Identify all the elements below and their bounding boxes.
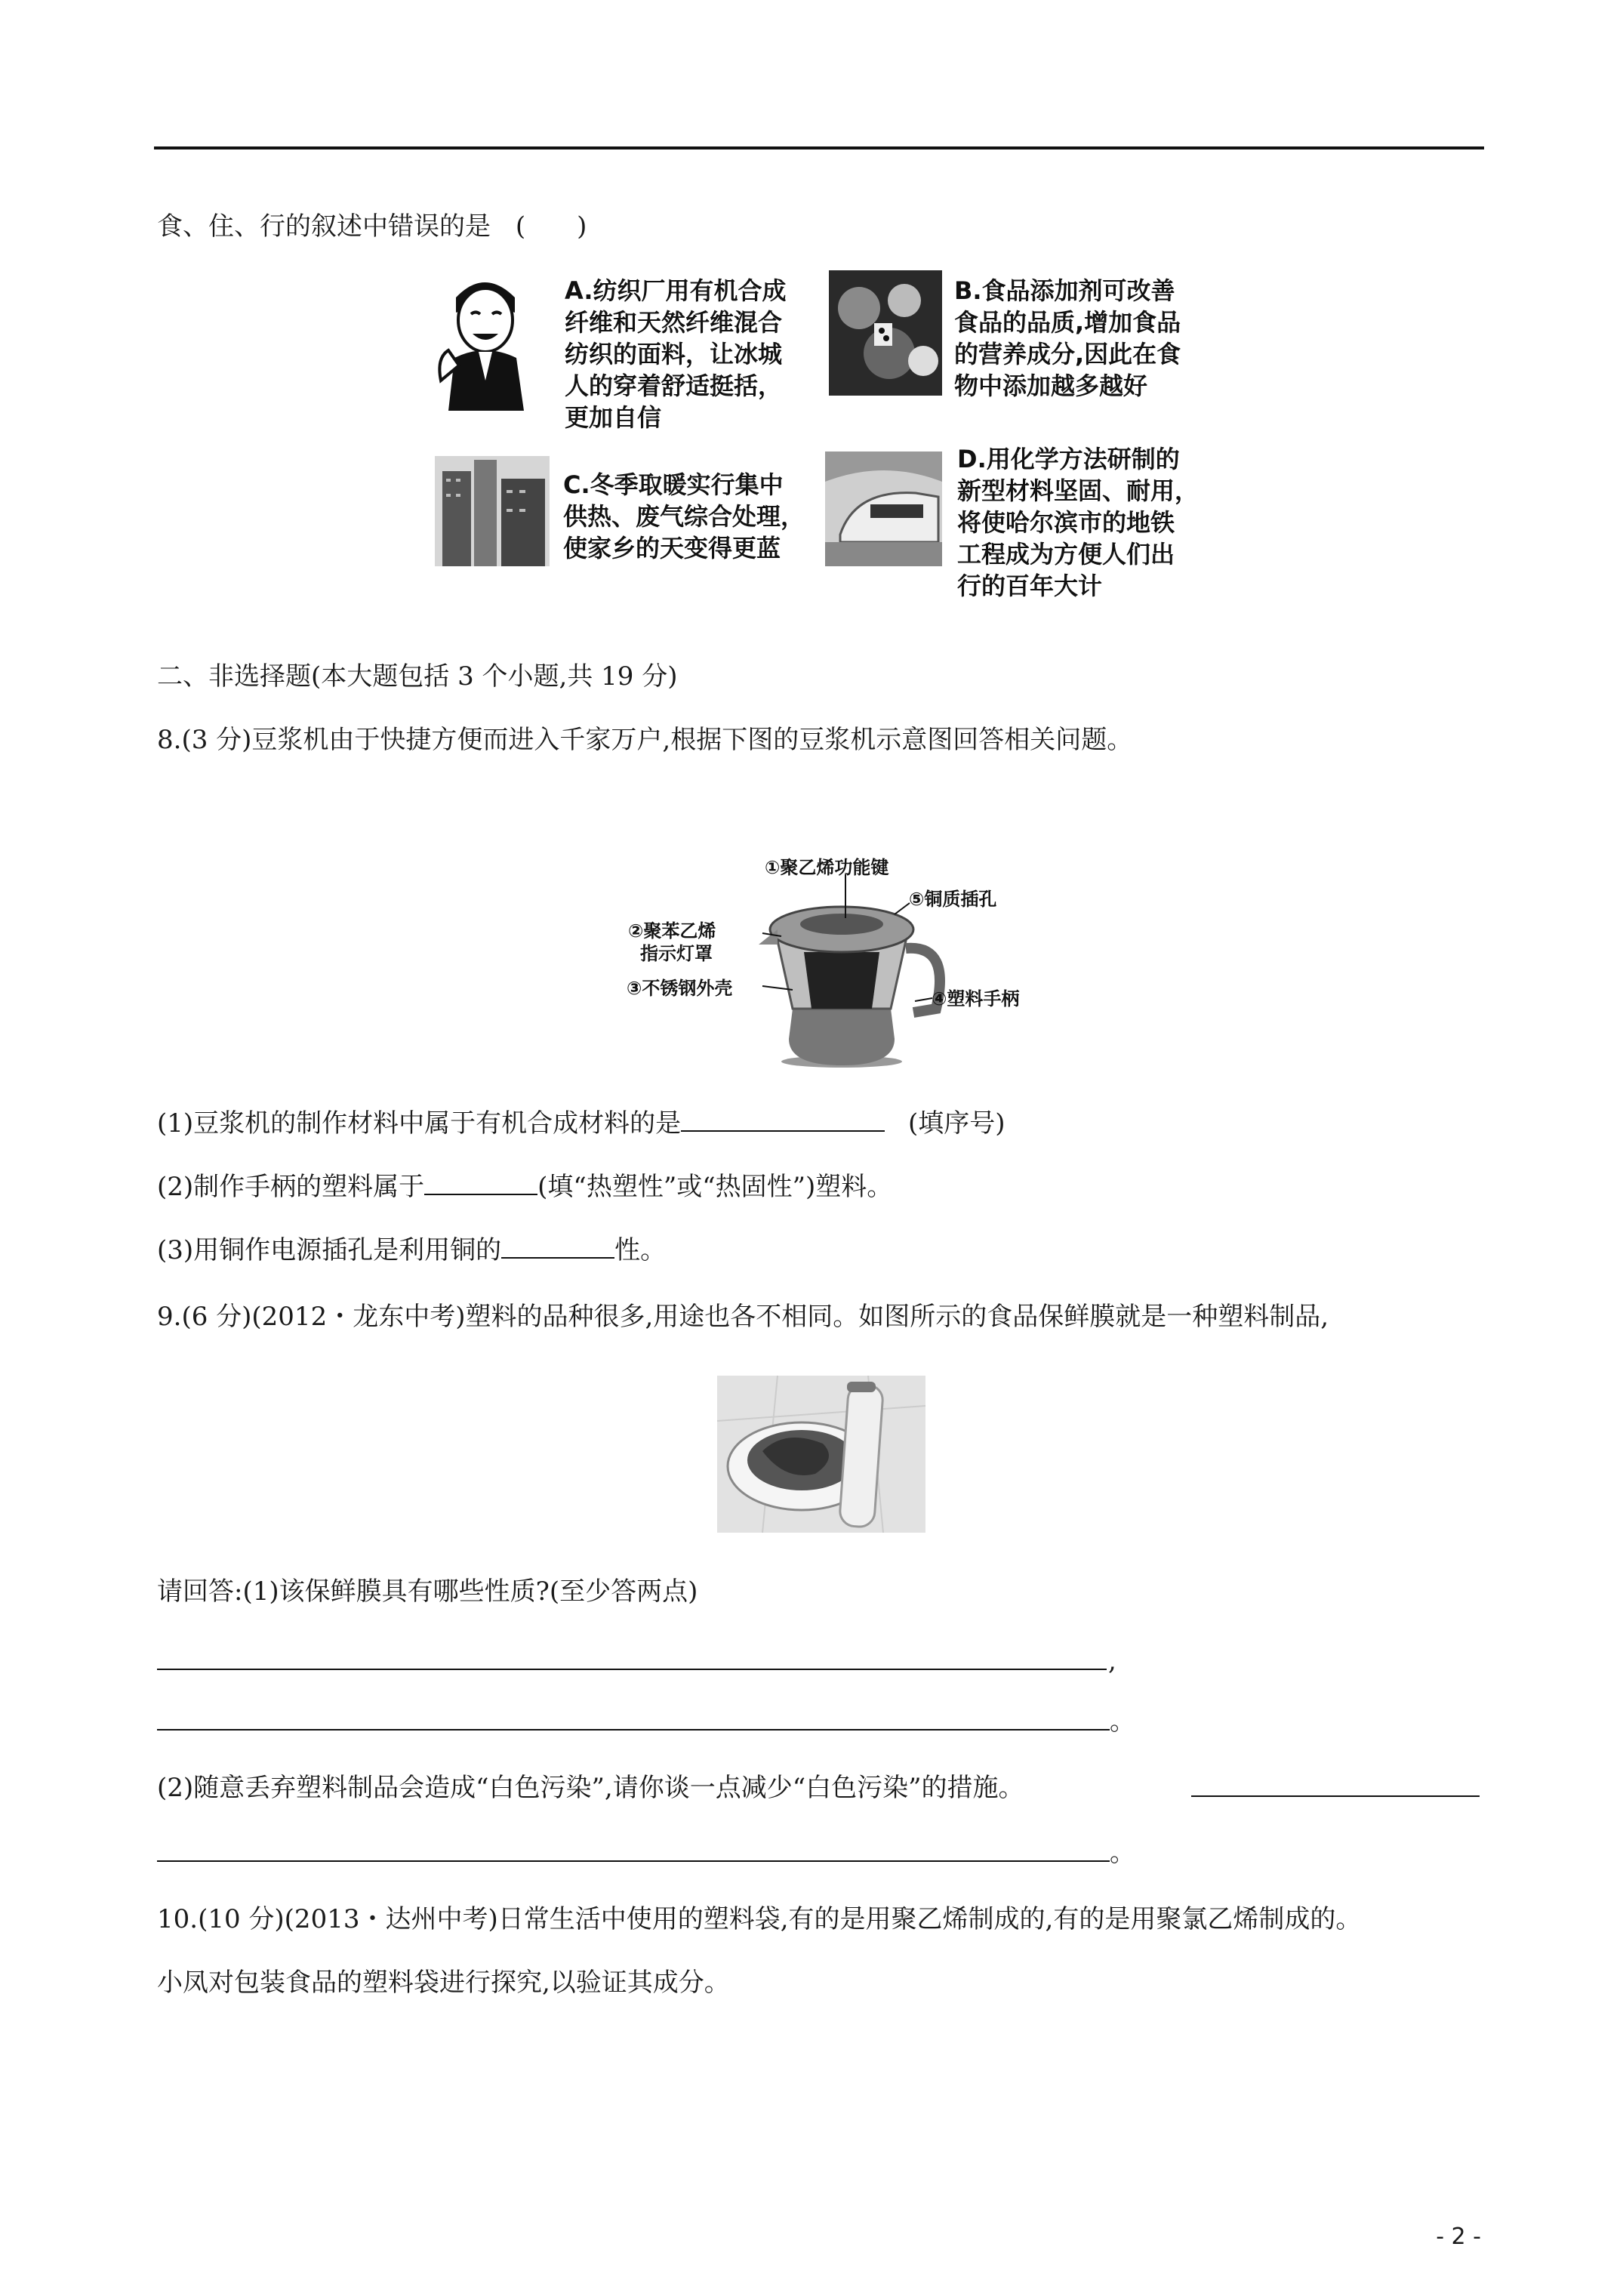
option-d-line: 将使哈尔滨市的地铁 (957, 508, 1175, 537)
q8-sub1-blank[interactable] (681, 1108, 885, 1132)
q9-sub2: (2)随意丢弃塑料制品会造成“白色污染”,请你谈一点减少“白色污染”的措施。 (157, 1773, 1024, 1803)
q9-answer-line-2[interactable] (157, 1729, 1110, 1730)
option-a-line: 更加自信 (565, 403, 662, 432)
option-a-line: 纺织的面料，让冰城 (565, 340, 783, 368)
option-d-line: 工程成为方便人们出 (957, 540, 1175, 569)
option-b-line: 食品的品质,增加食品 (954, 308, 1181, 337)
option-a-line: 人的穿着舒适挺括， (565, 371, 783, 400)
q8-sub3-end: 性。 (614, 1235, 667, 1265)
option-d-line: 行的百年大计 (957, 572, 1103, 600)
option-c-line: 供热、废气综合处理， (563, 502, 805, 531)
option-b-line: 的营养成分,因此在食 (954, 340, 1181, 368)
q8-sub2 (157, 1170, 892, 1203)
q8-sub1-hint: (填序号) (907, 1108, 1006, 1139)
q7-stem-text: 食、住、行的叙述中错误的是 (157, 211, 491, 242)
q10-stem-line2: 小凤对包装食品的塑料袋进行探究,以验证其成分。 (157, 1968, 730, 1998)
plastic-wrap-photo (717, 1376, 925, 1533)
q9-sub2-blank[interactable] (1191, 1795, 1480, 1797)
q7-answer-paren: ( ) (515, 211, 587, 242)
option-b-food-additive-image (829, 270, 942, 396)
option-a-line: 纤维和天然纤维混合 (565, 308, 783, 337)
soymilk-machine-diagram (619, 858, 1072, 1069)
q9-answer-line-2-punct: 。 (1110, 1706, 1135, 1737)
q8-sub2-hint: (填“热塑性”或“热固性”)塑料。 (537, 1172, 893, 1202)
diagram-label-2-cont: 指示灯罩 (640, 943, 713, 964)
q7-stem (157, 210, 587, 243)
option-a-line: A.纺织厂用有机合成 (565, 276, 787, 305)
section-heading: 二、非选择题(本大题包括 3 个小题,共 19 分) (157, 661, 678, 692)
option-c-line: C.冬季取暖实行集中 (563, 470, 784, 499)
option-c-line: 使家乡的天变得更蓝 (563, 534, 781, 562)
q9-answer-line-1-punct: , (1108, 1646, 1116, 1676)
q9-ask: 请回答:(1)该保鲜膜具有哪些性质?(至少答两点) (157, 1576, 698, 1607)
q8-sub3-text: (3)用铜作电源插孔是利用铜的 (157, 1235, 502, 1265)
q10-stem-line1: 10.(10 分)(2013・达州中考)日常生活中使用的塑料袋,有的是用聚乙烯制成的,有的是用聚氯乙烯制成的。 (157, 1904, 1362, 1934)
q9-sub2-punct: 。 (1110, 1838, 1135, 1868)
q9-answer-line-1[interactable] (157, 1669, 1107, 1670)
option-d-line: D.用化学方法研制的 (957, 445, 1180, 473)
option-b-line: 物中添加越多越好 (954, 371, 1148, 400)
option-a-cartoon-image (426, 267, 545, 411)
option-d-line: 新型材料坚固、耐用， (957, 476, 1200, 505)
q8-sub3-blank[interactable] (501, 1234, 614, 1259)
option-c-buildings-image (435, 456, 550, 566)
diagram-label-3: ③不锈钢外壳 (627, 978, 733, 999)
q8-sub1-text: (1)豆浆机的制作材料中属于有机合成材料的是 (157, 1108, 682, 1139)
diagram-label-1: ①聚乙烯功能键 (765, 857, 889, 878)
diagram-label-4: ④塑料手柄 (932, 988, 1020, 1009)
q8-sub1 (157, 1107, 1006, 1140)
diagram-label-2: ②聚苯乙烯 (628, 920, 716, 942)
diagram-label-5: ⑤铜质插孔 (909, 889, 997, 910)
q8-sub2-text: (2)制作手柄的塑料属于 (157, 1172, 425, 1202)
q8-sub3 (157, 1234, 666, 1267)
option-d-subway-image (825, 451, 942, 566)
q8-stem: 8.(3 分)豆浆机由于快捷方便而进入千家万户,根据下图的豆浆机示意图回答相关问题。 (157, 725, 1133, 755)
q9-stem: 9.(6 分)(2012・龙东中考)塑料的品种很多,用途也各不相同。如图所示的食品保鲜膜就是一种塑料制品, (157, 1302, 1329, 1332)
q9-sub2-answer-line[interactable] (157, 1860, 1110, 1862)
page-number: - 2 - (1436, 2224, 1481, 2250)
header-rule (154, 146, 1484, 149)
option-b-line: B.食品添加剂可改善 (954, 276, 1175, 305)
q8-sub2-blank[interactable] (424, 1171, 537, 1195)
